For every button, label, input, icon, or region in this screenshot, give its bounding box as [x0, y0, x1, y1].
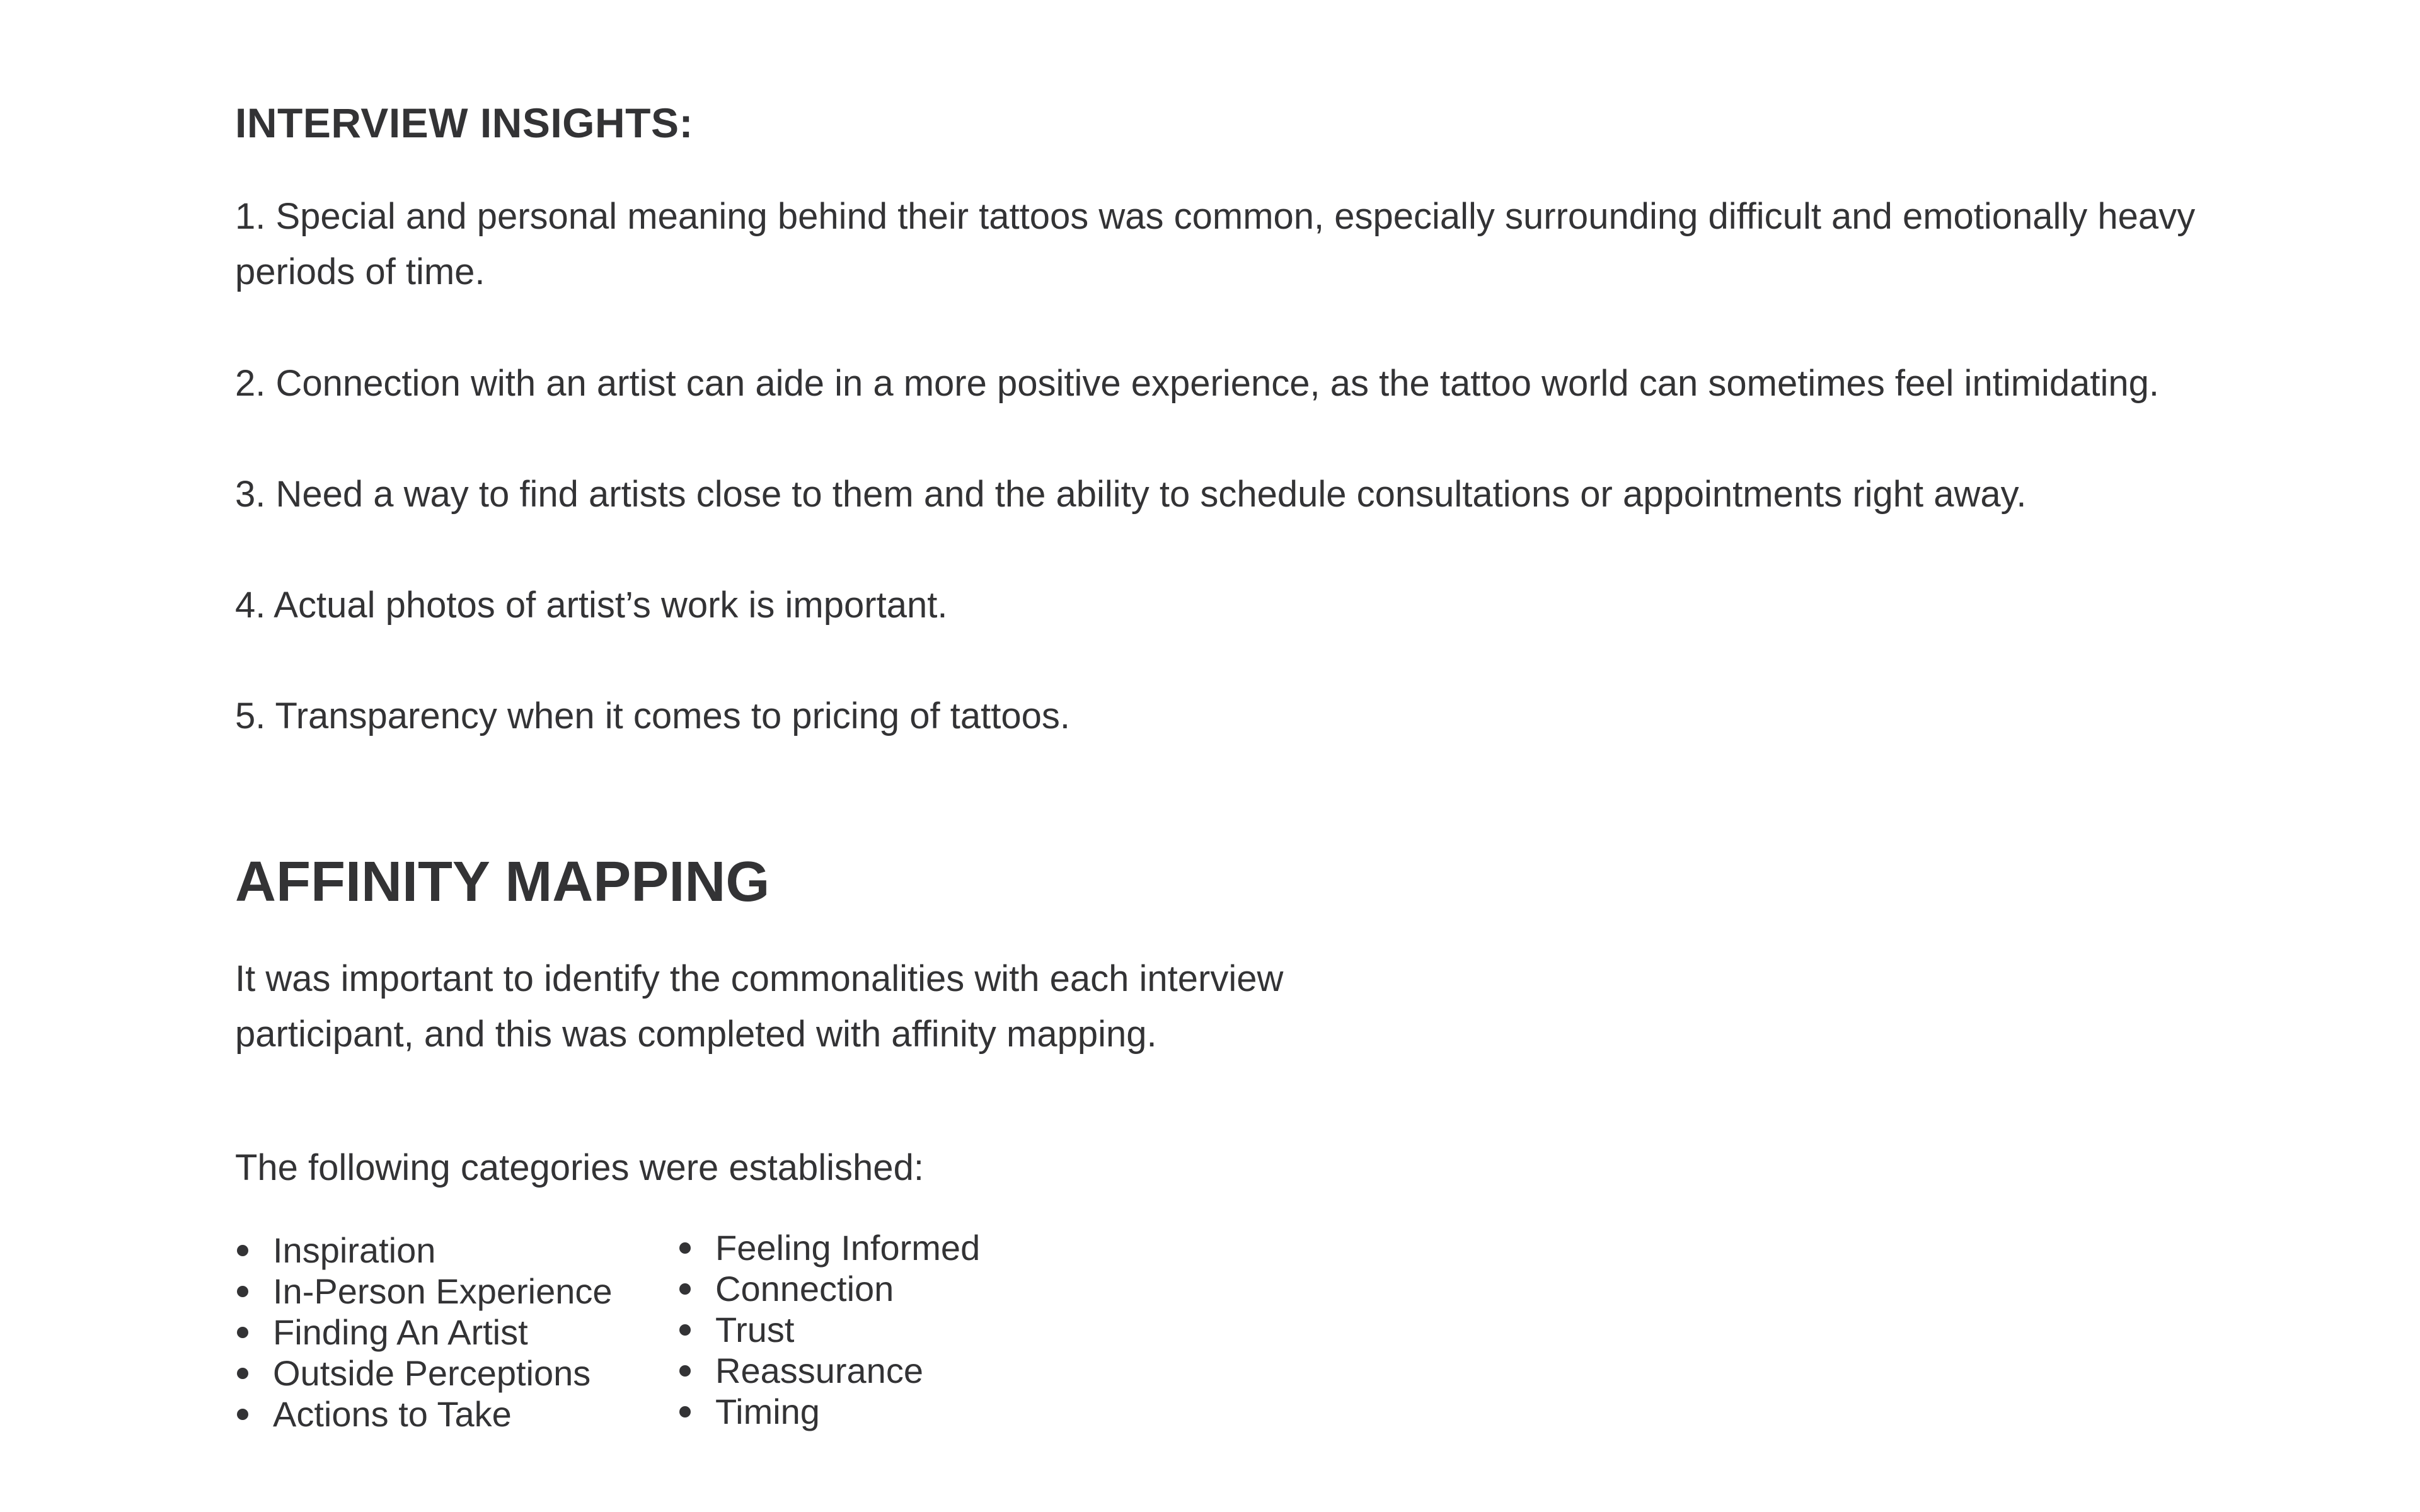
bullet-icon: [679, 1365, 691, 1377]
category-label: Feeling Informed: [715, 1228, 981, 1268]
category-list-left: [235, 1230, 613, 1435]
bullet-icon: [237, 1245, 248, 1256]
list-item: [235, 1312, 613, 1353]
insight-item-3: 3. Need a way to find artists close to them and the ability to schedule consultations or appointments right away.: [235, 474, 2027, 515]
category-label: Inspiration: [273, 1230, 436, 1270]
insight-item-1: 1. Special and personal meaning behind their tattoos was common, especially surrounding difficult and emotionally heavy periods of time.: [235, 196, 2196, 292]
category-label: Trust: [715, 1310, 795, 1349]
bullet-icon: [237, 1327, 248, 1338]
affinity-mapping-description: It was important to identify the commonalities with each interview participant, and this was completed with affinity mapping.: [235, 958, 1284, 1055]
list-item: [235, 1271, 613, 1312]
list-item: [677, 1391, 980, 1432]
list-item: [235, 1353, 613, 1394]
list-item: [677, 1350, 980, 1391]
category-label: Reassurance: [715, 1351, 923, 1390]
category-label: Actions to Take: [273, 1394, 512, 1434]
list-item: [677, 1227, 980, 1268]
category-label: Finding An Artist: [273, 1312, 528, 1352]
list-item: [235, 1394, 613, 1435]
categories-intro: The following categories were established:: [235, 1147, 924, 1188]
category-label: Connection: [715, 1269, 894, 1309]
insight-item-2: 2. Connection with an artist can aide in a more positive experience, as the tattoo world can sometimes feel intimidating.: [235, 363, 2160, 404]
list-item: [235, 1230, 613, 1271]
list-item: [677, 1309, 980, 1350]
insight-item-4: 4. Actual photos of artist’s work is important.: [235, 585, 948, 626]
bullet-icon: [679, 1242, 691, 1254]
list-item: [677, 1268, 980, 1309]
category-label: Timing: [715, 1392, 820, 1431]
bullet-icon: [679, 1406, 691, 1418]
bullet-icon: [237, 1409, 248, 1420]
insight-item-5: 5. Transparency when it comes to pricing of tattoos.: [235, 696, 1070, 736]
bullet-icon: [237, 1286, 248, 1297]
bullet-icon: [679, 1324, 691, 1336]
bullet-icon: [237, 1368, 248, 1379]
category-label: Outside Perceptions: [273, 1353, 591, 1393]
affinity-mapping-heading: AFFINITY MAPPING: [235, 850, 770, 914]
category-list-right: [677, 1227, 980, 1432]
bullet-icon: [679, 1283, 691, 1295]
category-label: In-Person Experience: [273, 1271, 613, 1311]
interview-insights-heading: INTERVIEW INSIGHTS:: [235, 100, 693, 146]
